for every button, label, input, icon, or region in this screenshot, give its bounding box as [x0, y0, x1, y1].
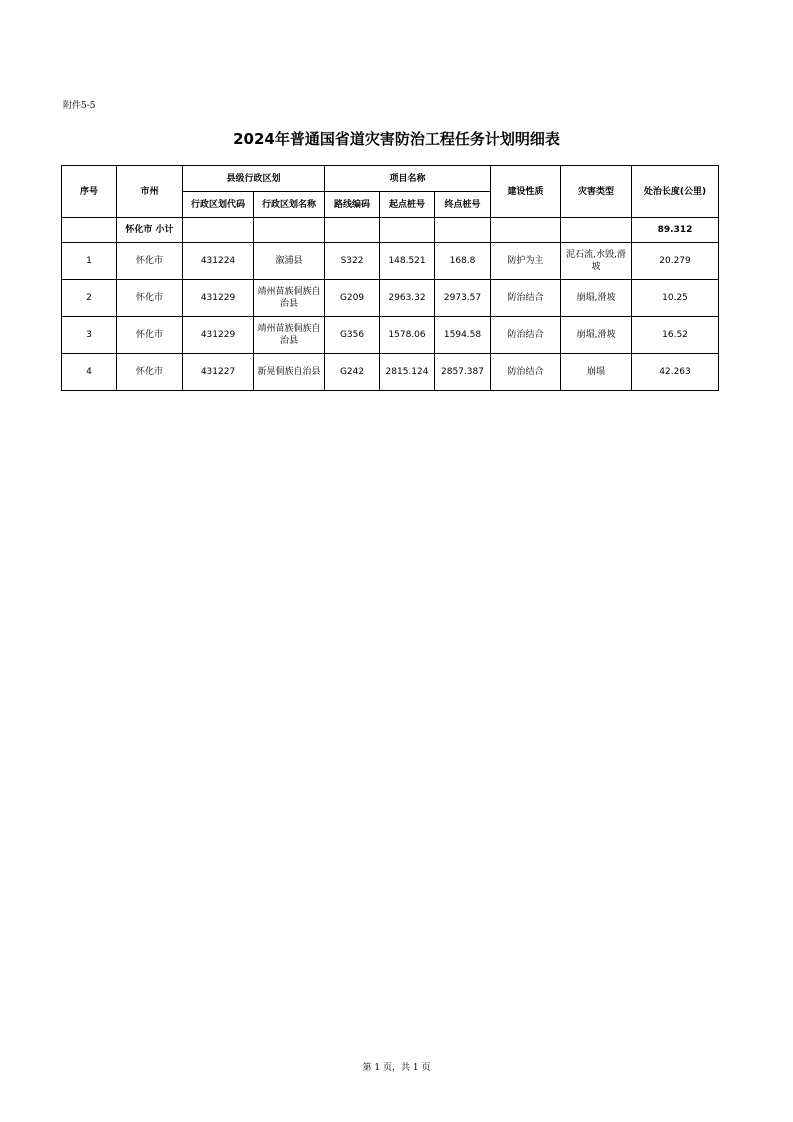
table-row — [62, 280, 719, 317]
header-seq: 序号 — [62, 166, 117, 218]
page-footer: 第 1 页，共 1 页 — [362, 1063, 431, 1073]
cell-route-code: G242 — [325, 354, 380, 391]
subtotal-empty-cell — [254, 218, 325, 243]
cell-hazard-type: 崩塌 — [561, 354, 632, 391]
cell-city: 怀化市 — [117, 280, 183, 317]
header-length: 处治长度(公里) — [632, 166, 719, 218]
subtotal-empty-cell — [183, 218, 254, 243]
cell-county-code: 431227 — [183, 354, 254, 391]
cell-nature: 防治结合 — [491, 280, 561, 317]
header-county-code: 行政区划代码 — [183, 192, 254, 218]
cell-start-stake: 2963.32 — [380, 280, 435, 317]
cell-route-code: S322 — [325, 243, 380, 280]
header-county-name: 行政区划名称 — [254, 192, 325, 218]
subtotal-label: 怀化市 小计 — [117, 218, 183, 243]
cell-length: 42.263 — [632, 354, 719, 391]
cell-county-code: 431229 — [183, 317, 254, 354]
cell-nature: 防护为主 — [491, 243, 561, 280]
cell-end-stake: 2973.57 — [435, 280, 491, 317]
cell-nature: 防治结合 — [491, 354, 561, 391]
header-project-group: 项目名称 — [325, 166, 491, 192]
cell-hazard-type: 泥石流,水毁,滑坡 — [561, 243, 632, 280]
cell-length: 20.279 — [632, 243, 719, 280]
table-row — [62, 317, 719, 354]
header-end-stake: 终点桩号 — [435, 192, 491, 218]
task-plan-table — [61, 165, 719, 391]
table-row — [62, 243, 719, 280]
cell-county-name: 靖州苗族侗族自治县 — [254, 280, 325, 317]
cell-city: 怀化市 — [117, 354, 183, 391]
cell-seq: 2 — [62, 280, 117, 317]
cell-county-name: 新晃侗族自治县 — [254, 354, 325, 391]
cell-county-name: 溆浦县 — [254, 243, 325, 280]
cell-county-name: 靖州苗族侗族自治县 — [254, 317, 325, 354]
header-county-group: 县级行政区划 — [183, 166, 325, 192]
table-row — [62, 354, 719, 391]
cell-end-stake: 168.8 — [435, 243, 491, 280]
subtotal-empty-cell — [325, 218, 380, 243]
header-start-stake: 起点桩号 — [380, 192, 435, 218]
cell-nature: 防治结合 — [491, 317, 561, 354]
cell-start-stake: 2815.124 — [380, 354, 435, 391]
subtotal-empty-cell — [491, 218, 561, 243]
subtotal-empty-cell — [561, 218, 632, 243]
cell-length: 10.25 — [632, 280, 719, 317]
cell-county-code: 431229 — [183, 280, 254, 317]
annex-label: 附件5-5 — [63, 101, 96, 111]
cell-seq: 1 — [62, 243, 117, 280]
cell-start-stake: 1578.06 — [380, 317, 435, 354]
cell-route-code: G209 — [325, 280, 380, 317]
cell-county-code: 431224 — [183, 243, 254, 280]
cell-end-stake: 1594.58 — [435, 317, 491, 354]
cell-route-code: G356 — [325, 317, 380, 354]
cell-hazard-type: 崩塌,滑坡 — [561, 317, 632, 354]
cell-hazard-type: 崩塌,滑坡 — [561, 280, 632, 317]
cell-city: 怀化市 — [117, 317, 183, 354]
header-city: 市州 — [117, 166, 183, 218]
subtotal-empty-cell — [435, 218, 491, 243]
cell-city: 怀化市 — [117, 243, 183, 280]
header-nature: 建设性质 — [491, 166, 561, 218]
cell-end-stake: 2857.387 — [435, 354, 491, 391]
subtotal-seq-cell — [62, 218, 117, 243]
header-row-1 — [62, 166, 719, 192]
subtotal-length: 89.312 — [632, 218, 719, 243]
subtotal-empty-cell — [380, 218, 435, 243]
cell-length: 16.52 — [632, 317, 719, 354]
subtotal-row — [62, 218, 719, 243]
header-route-code: 路线编码 — [325, 192, 380, 218]
cell-seq: 4 — [62, 354, 117, 391]
header-hazard-type: 灾害类型 — [561, 166, 632, 218]
cell-start-stake: 148.521 — [380, 243, 435, 280]
page-title: 2024年普通国省道灾害防治工程任务计划明细表 — [233, 130, 560, 148]
cell-seq: 3 — [62, 317, 117, 354]
